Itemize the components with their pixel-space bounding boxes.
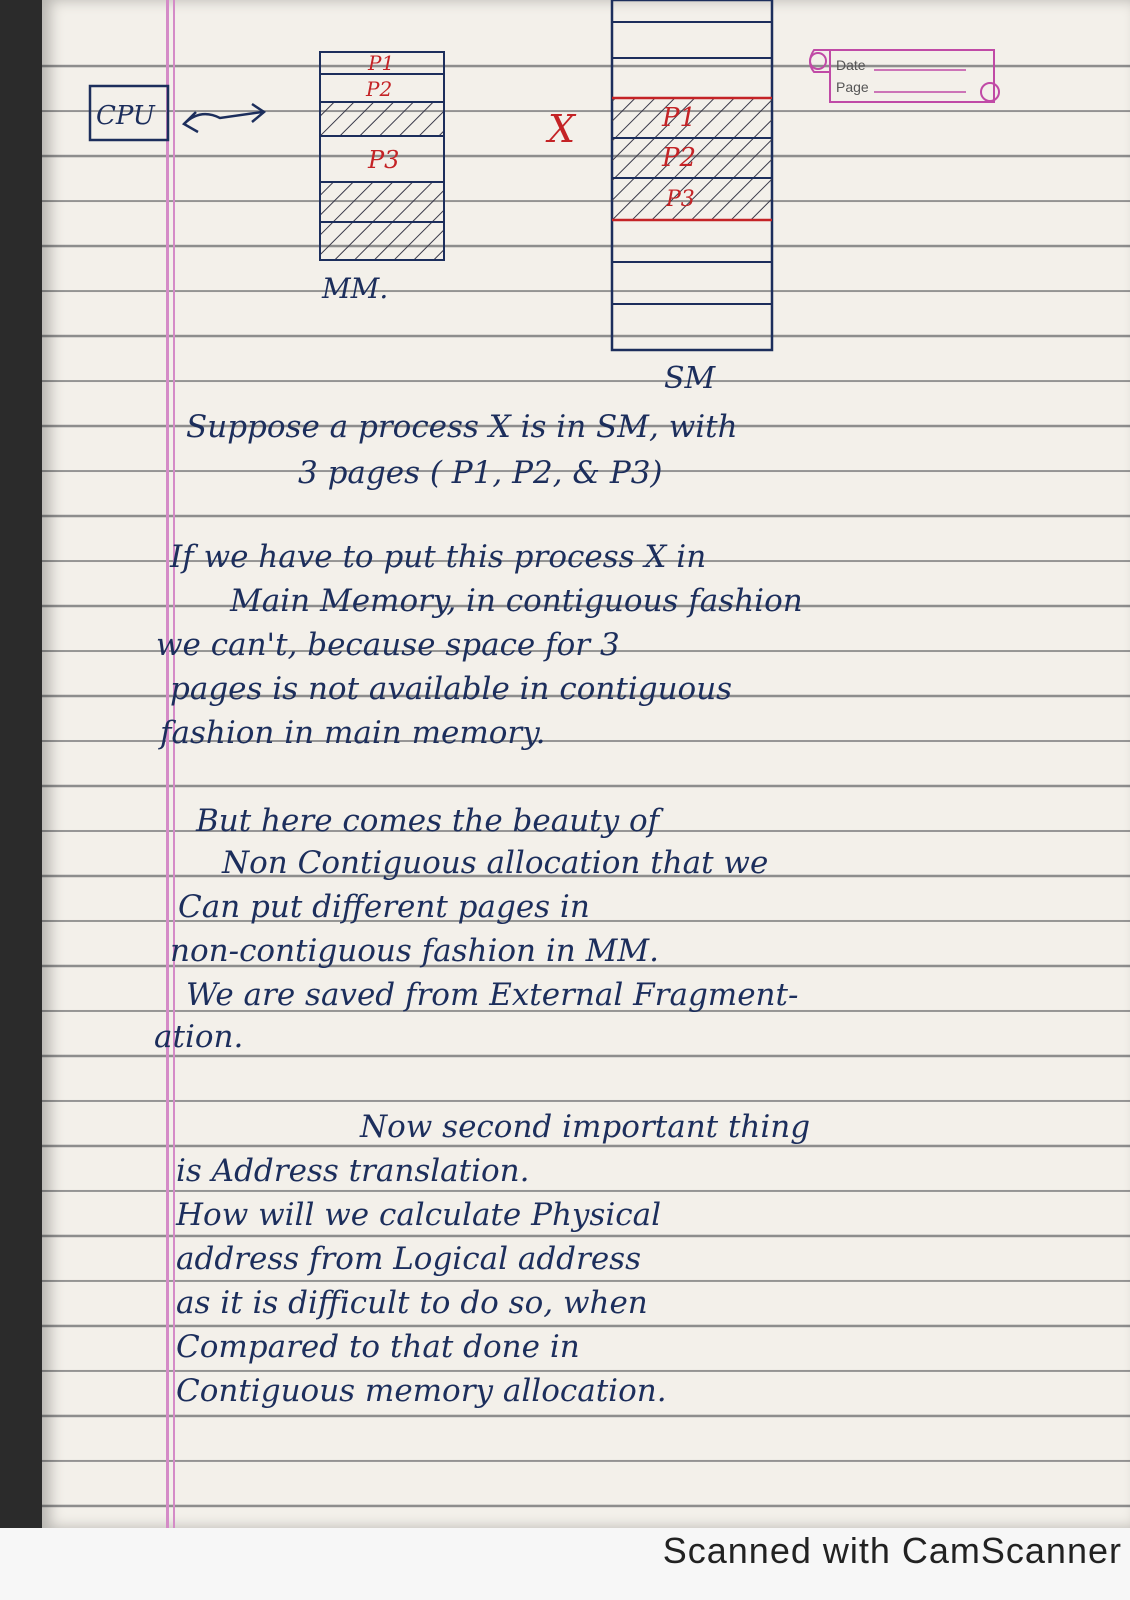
note-line: we can't, because space for 3	[156, 627, 620, 663]
note-line: pages is not available in contiguous	[170, 671, 733, 707]
note-line: If we have to put this process X in	[170, 539, 707, 575]
note-line: 3 pages ( P1, P2, & P3)	[298, 455, 663, 491]
sm-page-p1: P1	[662, 103, 697, 133]
memory-diagram	[0, 0, 1130, 400]
note-line: Can put different pages in	[178, 889, 590, 925]
note-line: ation.	[154, 1019, 244, 1055]
note-line: is Address translation.	[176, 1153, 530, 1189]
note-line: Main Memory, in contiguous fashion	[230, 583, 803, 619]
mm-page-p2: P2	[366, 77, 393, 101]
mm-page-p1: P1	[368, 51, 395, 75]
note-line: How will we calculate Physical	[176, 1197, 662, 1233]
double-arrow-icon	[184, 104, 264, 132]
secondary-memory-block	[612, 0, 772, 396]
note-line: as it is difficult to do so, when	[176, 1285, 648, 1321]
mm-label: MM.	[322, 272, 389, 305]
mm-page-p3: P3	[368, 146, 400, 174]
page-label: Page	[836, 79, 869, 95]
note-line: But here comes the beauty of	[196, 803, 660, 839]
note-line: Compared to that done in	[176, 1329, 580, 1365]
process-x-marker: X	[548, 107, 576, 151]
cpu-label: CPU	[96, 101, 155, 131]
note-line: Suppose a process X is in SM, with	[186, 409, 738, 445]
note-line: Now second important thing	[360, 1109, 811, 1145]
sm-page-p2: P2	[662, 143, 697, 173]
note-line: Contiguous memory allocation.	[176, 1373, 667, 1409]
note-line: fashion in main memory.	[160, 715, 546, 751]
sm-page-p3: P3	[666, 187, 695, 212]
note-line: Non Contiguous allocation that we	[222, 845, 769, 881]
cpu-box	[90, 86, 168, 140]
sm-label: SM	[664, 361, 716, 396]
scanner-watermark: Scanned with CamScanner	[662, 1530, 1122, 1571]
date-page-stamp	[810, 50, 999, 102]
main-memory-block	[320, 51, 444, 305]
note-line: address from Logical address	[176, 1241, 641, 1277]
note-line: non-contiguous fashion in MM.	[170, 933, 659, 969]
note-line: We are saved from External Fragment-	[186, 977, 799, 1013]
date-label: Date	[836, 57, 866, 73]
